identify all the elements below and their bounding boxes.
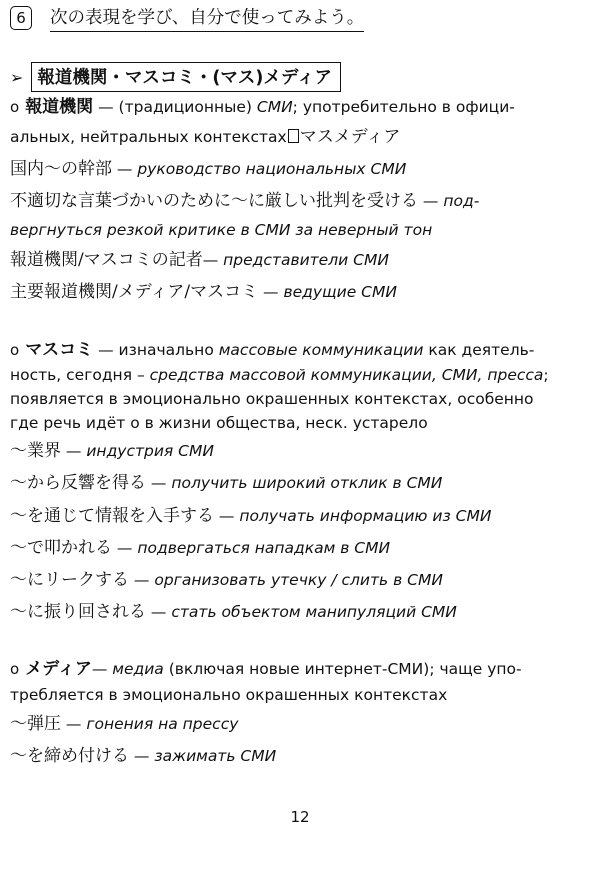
example-jp: ～に振り回される (10, 602, 146, 622)
example-jp: ～を締め付ける (10, 746, 129, 766)
page-number: 12 (290, 808, 310, 826)
definition-line (10, 684, 447, 706)
example-line (10, 158, 406, 180)
example-dash: — (129, 571, 155, 589)
example-dash: — (214, 507, 240, 525)
circle-bullet-icon: o (10, 660, 20, 678)
example-dash: — (61, 715, 87, 733)
term: メディア (25, 659, 92, 679)
example-line (10, 440, 214, 462)
definition-text: ность, сегодня – (10, 366, 150, 384)
example-translation: организовать утечку / слить в СМИ (154, 571, 443, 589)
term-line-masukomi (10, 339, 534, 361)
definition-italic: средства массовой коммуникации, СМИ, пресса (149, 366, 544, 384)
example-line (10, 537, 390, 559)
example-jp: 国内～の幹部 (10, 159, 112, 179)
definition-italic: СМИ (256, 98, 293, 116)
term-line-media (10, 658, 522, 680)
term-line-hodokikan (10, 96, 515, 118)
example-dash: — (112, 539, 138, 557)
example-translation: вергнуться резкой критике в СМИ за неверный тон (10, 221, 433, 239)
example-line-continued (10, 219, 432, 241)
circle-bullet-icon: o (10, 98, 20, 116)
example-dash: — (146, 474, 172, 492)
definition-line (10, 412, 428, 434)
arrow-bullet-icon: ➢ (10, 67, 24, 87)
example-dash: — (112, 160, 138, 178)
example-dash: — (418, 192, 444, 210)
definition-text: — изначально (93, 341, 219, 359)
example-line (10, 745, 276, 767)
example-dash: — (258, 283, 284, 301)
definition-italic: массовые коммуникации (218, 341, 424, 359)
example-line (10, 249, 389, 271)
definition-text: (включая новые интернет-СМИ); чаще упо- (163, 660, 522, 678)
exercise-title: 次の表現を学び、自分で使ってみよう。 (50, 4, 364, 32)
circle-bullet-icon: o (10, 341, 20, 359)
example-line (10, 569, 443, 591)
definition-jp: マスメディア (299, 127, 401, 147)
example-dash: — (129, 747, 155, 765)
section-heading (10, 62, 341, 92)
example-translation: представители СМИ (223, 251, 389, 269)
definition-text: как деятель- (423, 341, 535, 359)
example-jp: 不適切な言葉づかいのために～に厳しい批判を受ける (10, 191, 418, 211)
example-translation: зажимать СМИ (154, 747, 277, 765)
example-jp: ～弾圧 (10, 714, 61, 734)
example-dash: — (61, 442, 87, 460)
example-dash: — (202, 251, 224, 269)
definition-text: альных, нейтральных контекстах (10, 128, 287, 146)
definition-text: ; (543, 366, 549, 384)
term: マスコミ (25, 340, 94, 360)
example-jp: ～にリークする (10, 570, 129, 590)
definition-line (10, 126, 400, 148)
example-translation: гонения на прессу (86, 715, 239, 733)
section-title: 報道機関・マスコミ・(マス)メディア (31, 62, 341, 92)
definition-italic: медиа (112, 660, 164, 678)
example-jp: 報道機関/マスコミの記者 (10, 250, 203, 270)
example-translation: руководство национальных СМИ (137, 160, 407, 178)
exercise-number: 6 (10, 6, 32, 30)
example-line (10, 601, 457, 623)
missing-glyph-icon (288, 129, 299, 143)
example-jp: ～業界 (10, 441, 61, 461)
example-line (10, 472, 442, 494)
definition-text: требляется в эмоционально окрашенных контекстах (10, 686, 448, 704)
definition-line (10, 388, 534, 410)
definition-text: — (91, 660, 113, 678)
example-translation: подвергаться нападкам в СМИ (137, 539, 391, 557)
example-translation: стать объектом манипуляций СМИ (171, 603, 457, 621)
example-jp: ～を通じて情報を入手する (10, 506, 214, 526)
definition-line (10, 364, 549, 386)
example-line (10, 281, 397, 303)
definition-text: — (традиционные) (93, 98, 257, 116)
example-translation: получать информацию из СМИ (239, 507, 492, 525)
example-jp: 主要報道機関/メディア/マスコミ (10, 282, 259, 302)
term: 報道機関 (25, 97, 94, 117)
definition-text: где речь идёт о в жизни общества, неск. устарело (10, 414, 428, 432)
example-translation: индустрия СМИ (86, 442, 214, 460)
example-jp: ～から反響を得る (10, 473, 146, 493)
example-line (10, 190, 479, 212)
exercise-header (10, 4, 364, 32)
example-line (10, 505, 491, 527)
example-jp: ～で叩かれる (10, 538, 112, 558)
example-translation: ведущие СМИ (283, 283, 397, 301)
example-translation: под- (443, 192, 480, 210)
example-line (10, 713, 238, 735)
definition-text: появляется в эмоционально окрашенных контекстах, особенно (10, 390, 534, 408)
definition-text: ; употребительно в офици- (292, 98, 515, 116)
example-translation: получить широкий отклик в СМИ (171, 474, 443, 492)
example-dash: — (146, 603, 172, 621)
